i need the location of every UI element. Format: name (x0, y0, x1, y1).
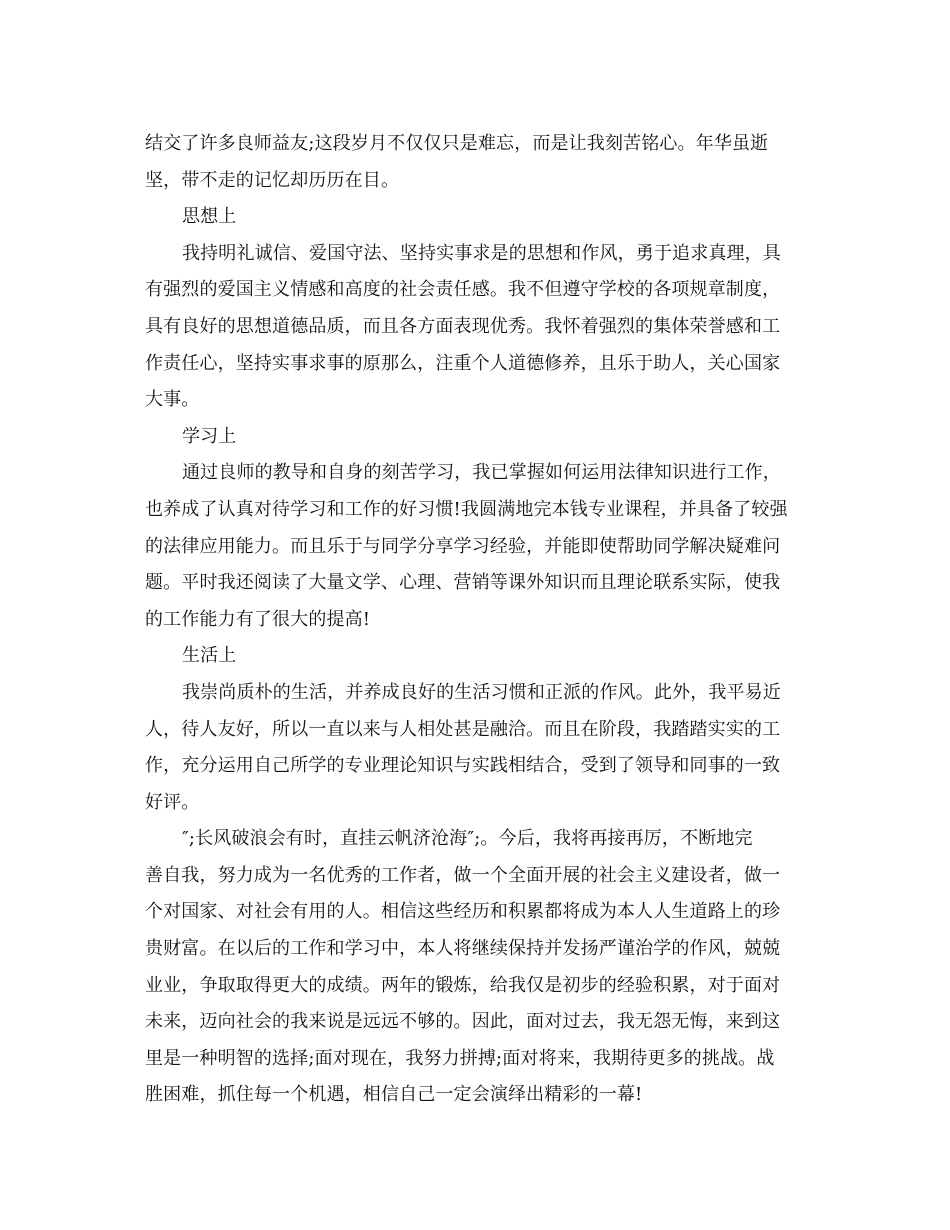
text-line: 通过良师的教导和自身的刻苦学习，我已掌握如何运用法律知识进行工作， (182, 462, 781, 484)
text-line: 作责任心，坚持实事求事的原那么，注重个人道德修养，且乐于助人，关心国家 (145, 352, 781, 374)
text-line: 题。平时我还阅读了大量文学、心理、营销等课外知识而且理论联系实际，使我 (145, 572, 781, 594)
text-line: 好评。 (145, 791, 200, 813)
text-line: 个对国家、对社会有用的人。相信这些经历和积累都将成为本人人生道路上的珍 (145, 901, 781, 923)
text-line: 也养成了认真对待学习和工作的好习惯!我圆满地完本钱专业课程，并具备了较强 (145, 498, 788, 520)
text-line: 善自我，努力成为一名优秀的工作者，做一个全面开展的社会主义建设者，做一 (145, 864, 781, 886)
text-line: 业业，争取取得更大的成绩。两年的锻炼，给我仅是初步的经验积累，对于面对 (145, 974, 781, 996)
text-line: 结交了许多良师益友;这段岁月不仅仅只是难忘，而是让我刻苦铭心。年华虽逝 (145, 133, 769, 154)
section-heading-thought: 思想上 (182, 206, 237, 228)
text-line: 我持明礼诚信、爱国守法、坚持实事求是的思想和作风，勇于追求真理，具 (182, 242, 781, 264)
text-line: 未来，迈向社会的我来说是远远不够的。因此，面对过去，我无怨无悔，来到这 (145, 1011, 781, 1033)
text-line: 具有良好的思想道德品质，而且各方面表现优秀。我怀着强烈的集体荣誉感和工 (145, 315, 781, 337)
text-line: 胜困难，抓住每一个机遇，相信自己一定会演绎出精彩的一幕! (145, 1084, 643, 1106)
text-line: 的工作能力有了很大的提高! (145, 608, 371, 630)
text-line: 贵财富。在以后的工作和学习中，本人将继续保持并发扬严谨治学的作风，兢兢 (145, 938, 781, 960)
document-body (145, 126, 810, 1114)
text-line: 作，充分运用自己所学的专业理论知识与实践相结合，受到了领导和同事的一致 (145, 755, 781, 777)
text-line: 大事。 (145, 389, 200, 411)
text-line: 我崇尚质朴的生活，并养成良好的生活习惯和正派的作风。此外，我平易近 (182, 681, 781, 703)
text-line: 的法律应用能力。而且乐于与同学分享学习经验，并能即使帮助同学解决疑难问 (145, 535, 781, 557)
text-line: 里是一种明智的选择;面对现在，我努力拼搏;面对将来，我期待更多的挑战。战 (145, 1047, 775, 1069)
text-line: 坚，带不走的记忆却历历在目。 (145, 169, 400, 191)
text-line: ″;长风破浪会有时，直挂云帆济沧海″;。今后，我将再接再厉，不断地完 (182, 828, 753, 850)
section-heading-study: 学习上 (182, 425, 237, 447)
text-line: 人，待人友好，所以一直以来与人相处甚是融洽。而且在阶段，我踏踏实实的工 (145, 718, 781, 740)
section-heading-life: 生活上 (182, 645, 237, 667)
text-line: 有强烈的爱国主义情感和高度的社会责任感。我不但遵守学校的各项规章制度， (145, 279, 781, 301)
